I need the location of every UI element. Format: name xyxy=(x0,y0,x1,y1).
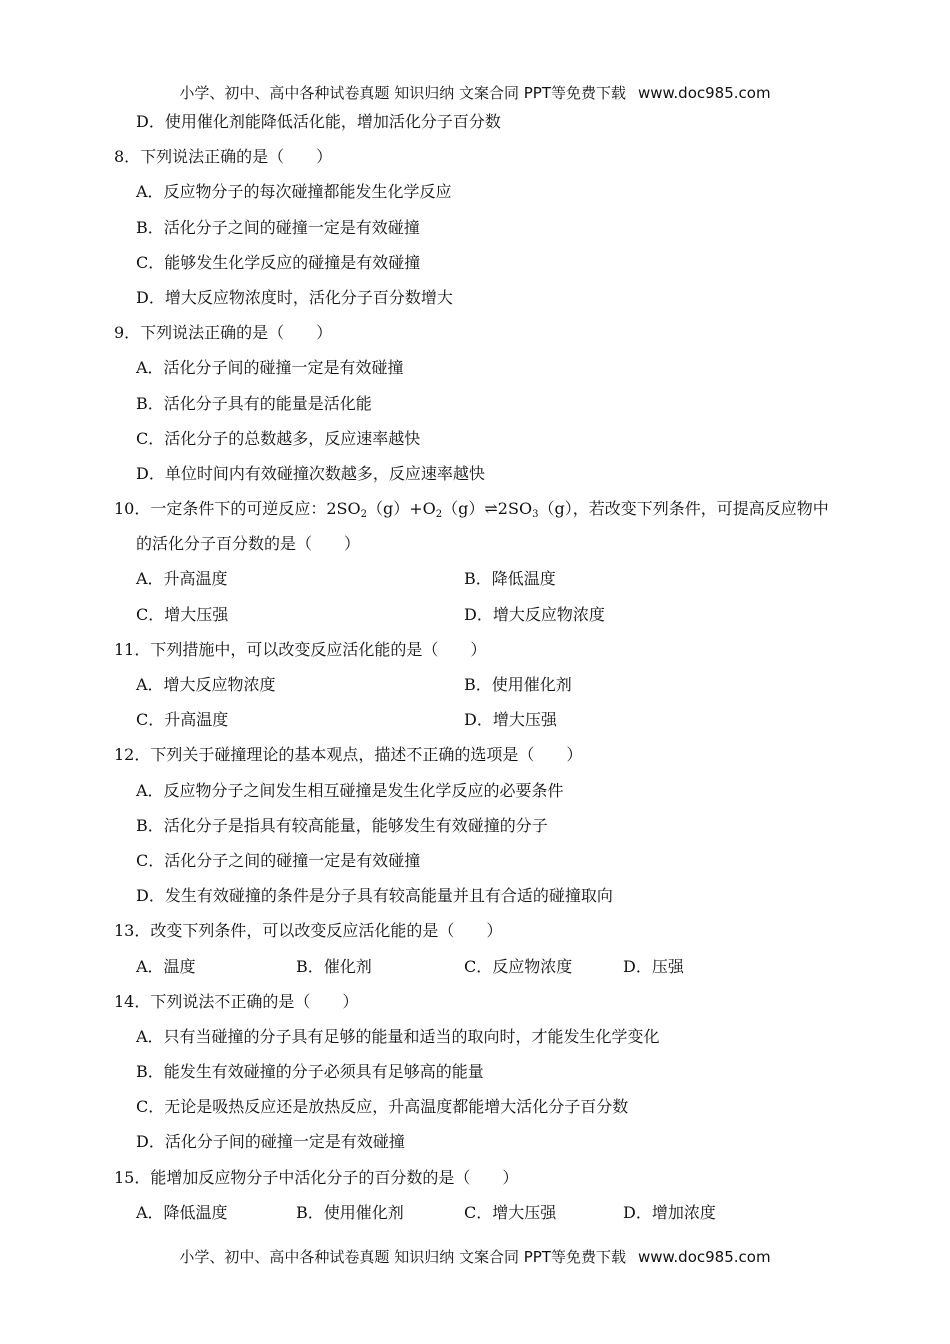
q10-sub-so2: 2 xyxy=(360,509,367,521)
q12-option-c: C．活化分子之间的碰撞一定是有效碰撞 xyxy=(136,850,421,870)
q9-option-a: A．活化分子间的碰撞一定是有效碰撞 xyxy=(136,358,404,378)
q10-stem-mid1: （g）+O xyxy=(367,499,436,519)
q10-option-b: B．降低温度 xyxy=(464,569,556,589)
q8-stem: 8．下列说法正确的是（ ） xyxy=(114,147,333,167)
q10-options-row-2 xyxy=(0,597,950,632)
q10-options-row-1 xyxy=(0,561,950,596)
q12-option-b: B．活化分子是指具有较高能量，能够发生有效碰撞的分子 xyxy=(136,815,548,835)
header-text: 小学、初中、高中各种试卷真题 知识归纳 文案合同 PPT等免费下载 xyxy=(179,84,626,102)
q10-sub-o2: 2 xyxy=(435,509,443,521)
q9-option-b: B．活化分子具有的能量是活化能 xyxy=(136,393,372,413)
q8-option-a: A．反应物分子的每次碰撞都能发生化学反应 xyxy=(136,182,452,202)
question-list xyxy=(0,104,950,1230)
footer-text: 小学、初中、高中各种试卷真题 知识归纳 文案合同 PPT等免费下载 xyxy=(179,1248,626,1266)
q10-option-a: A．升高温度 xyxy=(136,569,228,589)
q14-option-a: A．只有当碰撞的分子具有足够的能量和适当的取向时，才能发生化学变化 xyxy=(136,1026,660,1046)
q10-stem-continued: 的活化分子百分数的是（ ） xyxy=(136,534,361,554)
q8-option-b: B．活化分子之间的碰撞一定是有效碰撞 xyxy=(136,217,420,237)
q10-stem-mid2: （g）⇌2SO xyxy=(442,499,533,519)
q12-stem: 12．下列关于碰撞理论的基本观点，描述不正确的选项是（ ） xyxy=(114,745,583,765)
q11-option-a: A．增大反应物浓度 xyxy=(136,675,276,694)
q13-option-c: C．反应物浓度 xyxy=(464,956,573,976)
q11-options-row-1 xyxy=(0,667,950,702)
q11-option-d: D．增大压强 xyxy=(464,710,557,730)
q8-option-c: C．能够发生化学反应的碰撞是有效碰撞 xyxy=(136,252,421,272)
q15-option-c: C．增大压强 xyxy=(464,1202,557,1222)
page-header xyxy=(0,82,950,103)
q11-option-b: B．使用催化剂 xyxy=(464,675,572,694)
q11-stem: 11．下列措施中，可以改变反应活化能的是（ ） xyxy=(114,639,487,659)
q12-option-d: D．发生有效碰撞的条件是分子具有较高能量并且有合适的碰撞取向 xyxy=(136,886,613,906)
q15-option-d: D．增加浓度 xyxy=(623,1202,716,1222)
q11-option-c: C．升高温度 xyxy=(136,710,229,730)
q9-stem: 9．下列说法正确的是（ ） xyxy=(114,323,333,343)
q14-stem: 14．下列说法不正确的是（ ） xyxy=(114,991,359,1011)
q13-option-b: B．催化剂 xyxy=(296,956,372,976)
q13-stem: 13．改变下列条件，可以改变反应活化能的是（ ） xyxy=(114,921,503,941)
q10-stem-suffix: （g），若改变下列条件，可提高反应物中 xyxy=(538,499,829,519)
q8-option-d: D．增大反应物浓度时，活化分子百分数增大 xyxy=(136,287,453,307)
q10-stem-prefix: 10．一定条件下的可逆反应：2SO xyxy=(114,499,361,519)
q15-option-b: B．使用催化剂 xyxy=(296,1202,404,1222)
q15-options-row xyxy=(0,1195,950,1230)
header-url: www.doc985.com xyxy=(637,84,771,102)
q7-option-d: D．使用催化剂能降低活化能，增加活化分子百分数 xyxy=(136,112,501,131)
q13-options-row xyxy=(0,949,950,984)
q11-options-row-2 xyxy=(0,702,950,737)
q15-stem: 15．能增加反应物分子中活化分子的百分数的是（ ） xyxy=(114,1167,519,1187)
q10-option-d: D．增大反应物浓度 xyxy=(464,604,605,624)
q14-option-d: D．活化分子间的碰撞一定是有效碰撞 xyxy=(136,1132,405,1152)
footer-url: www.doc985.com xyxy=(637,1248,771,1266)
q10-option-c: C．增大压强 xyxy=(136,604,229,624)
q12-option-a: A．反应物分子之间发生相互碰撞是发生化学反应的必要条件 xyxy=(136,780,564,800)
q9-option-c: C．活化分子的总数越多，反应速率越快 xyxy=(136,428,421,448)
q15-option-a: A．降低温度 xyxy=(136,1202,228,1222)
q10-stem xyxy=(0,491,950,526)
q14-option-c: C．无论是吸热反应还是放热反应，升高温度都能增大活化分子百分数 xyxy=(136,1097,629,1117)
page-footer xyxy=(0,1246,950,1267)
q13-option-a: A．温度 xyxy=(136,956,196,976)
q9-option-d: D．单位时间内有效碰撞次数越多，反应速率越快 xyxy=(136,463,485,483)
q13-option-d: D．压强 xyxy=(623,956,684,976)
q14-option-b: B．能发生有效碰撞的分子必须具有足够高的能量 xyxy=(136,1062,484,1082)
q10-sub-so3: 3 xyxy=(532,509,539,521)
